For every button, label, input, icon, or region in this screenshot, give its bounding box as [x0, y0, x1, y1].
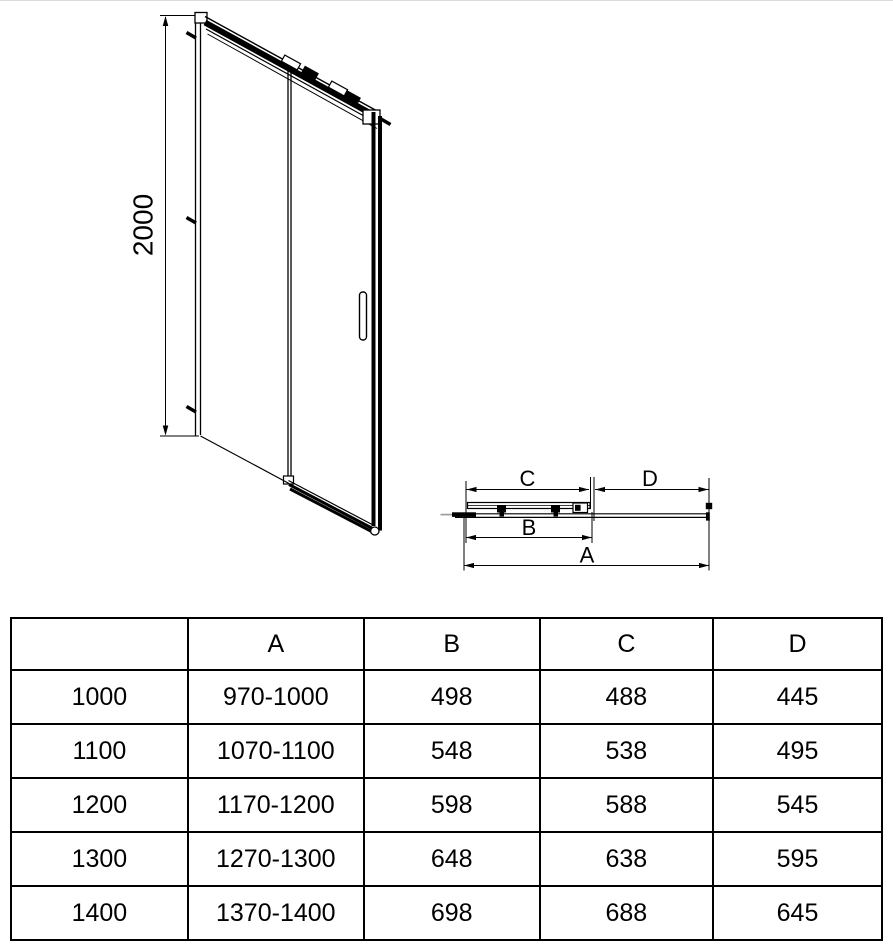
cell-c: 638	[540, 832, 713, 886]
wall-profile-plan	[452, 512, 476, 517]
arrow-right-icon	[579, 487, 589, 492]
front-height-dimension	[128, 16, 200, 437]
top-view-drawing	[441, 466, 713, 571]
wall-bracket-stub	[187, 33, 197, 39]
table-header-d: D	[713, 618, 882, 670]
fixed-panel-bottom-edge	[201, 436, 290, 484]
arrow-right-icon	[699, 487, 709, 492]
table-row	[11, 886, 882, 940]
arrow-left-icon	[595, 487, 605, 492]
table-header-c: C	[540, 618, 713, 670]
cell-c: 488	[540, 670, 713, 724]
dim-d-label: D	[642, 466, 658, 491]
dim-a-label: A	[579, 542, 595, 568]
cell-b: 548	[364, 724, 540, 778]
dimension-d	[595, 466, 709, 492]
cell-c: 688	[540, 886, 713, 940]
cell-d: 545	[713, 778, 882, 832]
cell-size: 1000	[11, 670, 188, 724]
cell-c: 538	[540, 724, 713, 778]
arrow-down-icon	[163, 426, 169, 436]
dim-b-label: B	[521, 515, 537, 540]
sliding-panel-edge	[284, 66, 294, 484]
top-rail	[205, 17, 379, 129]
table-header-b: B	[364, 618, 540, 670]
arrow-right-icon	[699, 563, 709, 568]
cell-a: 1170-1200	[188, 778, 364, 832]
wall-bracket-stub	[187, 407, 197, 413]
arrow-left-icon	[464, 563, 474, 568]
cell-d: 495	[713, 724, 882, 778]
cell-size: 1400	[11, 886, 188, 940]
roller-mount	[551, 506, 560, 513]
table-row	[11, 778, 882, 832]
table-row	[11, 670, 882, 724]
table-header-row	[11, 618, 882, 670]
fixed-panel-plan	[441, 512, 710, 520]
left-wall-profile	[187, 13, 208, 437]
table-header-size	[11, 618, 188, 670]
arrow-left-icon	[466, 535, 476, 540]
height-dimension-label: 2000	[127, 193, 159, 257]
cell-b: 698	[364, 886, 540, 940]
dim-c-label: C	[519, 466, 536, 491]
cell-size: 1300	[11, 832, 188, 886]
dimension-b	[466, 515, 592, 540]
arrow-left-icon	[467, 487, 477, 492]
cell-b: 598	[364, 778, 540, 832]
bottom-rail	[201, 436, 379, 535]
dimension-table	[10, 617, 883, 941]
cell-d: 445	[713, 670, 882, 724]
roller-mount	[500, 513, 505, 517]
cell-a: 1070-1100	[188, 724, 364, 778]
dimension-a	[464, 543, 709, 569]
cell-d: 595	[713, 832, 882, 886]
cell-a: 970-1000	[188, 670, 364, 724]
panel-end-cap	[706, 512, 710, 520]
bottom-rail-end-cap	[371, 527, 379, 535]
cell-size: 1100	[11, 724, 188, 778]
roller-mount	[497, 506, 506, 513]
table-header-a: A	[188, 618, 364, 670]
cell-a: 1370-1400	[188, 886, 364, 940]
front-view-drawing	[128, 13, 391, 536]
cell-a: 1270-1300	[188, 832, 364, 886]
cell-d: 645	[713, 886, 882, 940]
arrow-right-icon	[582, 535, 592, 540]
wall-bracket-stub	[381, 119, 391, 125]
dimension-c	[467, 466, 590, 492]
door-handle	[360, 292, 367, 340]
wall-anchor-block	[706, 503, 712, 509]
end-stop-insert	[575, 505, 581, 511]
top-left-corner-block	[195, 13, 207, 24]
wall-bracket-stub	[187, 218, 197, 224]
cell-size: 1200	[11, 778, 188, 832]
cell-b: 498	[364, 670, 540, 724]
cell-b: 648	[364, 832, 540, 886]
roller-mount	[554, 513, 559, 517]
table-row	[11, 724, 882, 778]
cell-c: 588	[540, 778, 713, 832]
table-row	[11, 832, 882, 886]
arrow-up-icon	[163, 16, 169, 26]
